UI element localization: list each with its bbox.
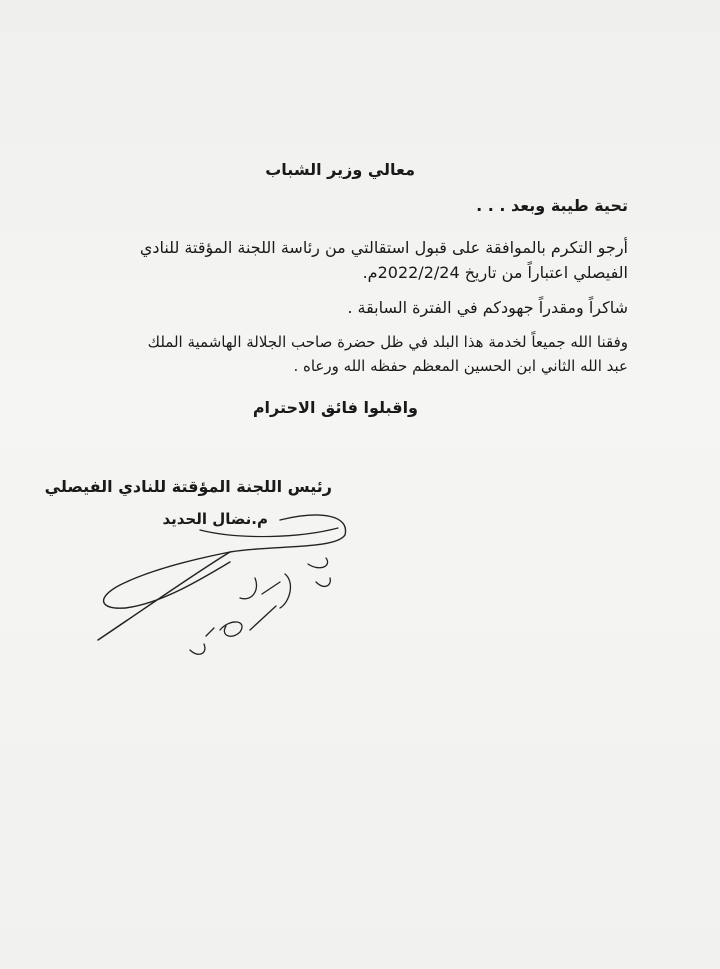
body-line-5: عبد الله الثاني ابن الحسين المعظم حفظه الله ورعاه . [293, 357, 628, 375]
signatory-name: م.نضال الحديد [162, 510, 268, 528]
salutation: معالي وزير الشباب [265, 160, 415, 179]
greeting: تحية طيبة وبعد . . . [476, 196, 628, 215]
body-line-1: أرجو التكرم بالموافقة على قبول استقالتي من رئاسة اللجنة المؤقتة للنادي [139, 238, 628, 257]
body-line-4: وفقنا الله جميعاً لخدمة هذا البلد في ظل حضرة صاحب الجلالة الهاشمية الملك [147, 333, 628, 351]
body-line-2: الفيصلي اعتباراً من تاريخ 2022/2/24م. [362, 263, 628, 282]
body-line-3: شاكراً ومقدراً جهودكم في الفترة السابقة . [347, 298, 628, 317]
handwritten-signature [80, 490, 380, 690]
signatory-title: رئيس اللجنة المؤقتة للنادي الفيصلي [44, 477, 332, 496]
closing: واقبلوا فائق الاحترام [252, 398, 418, 417]
